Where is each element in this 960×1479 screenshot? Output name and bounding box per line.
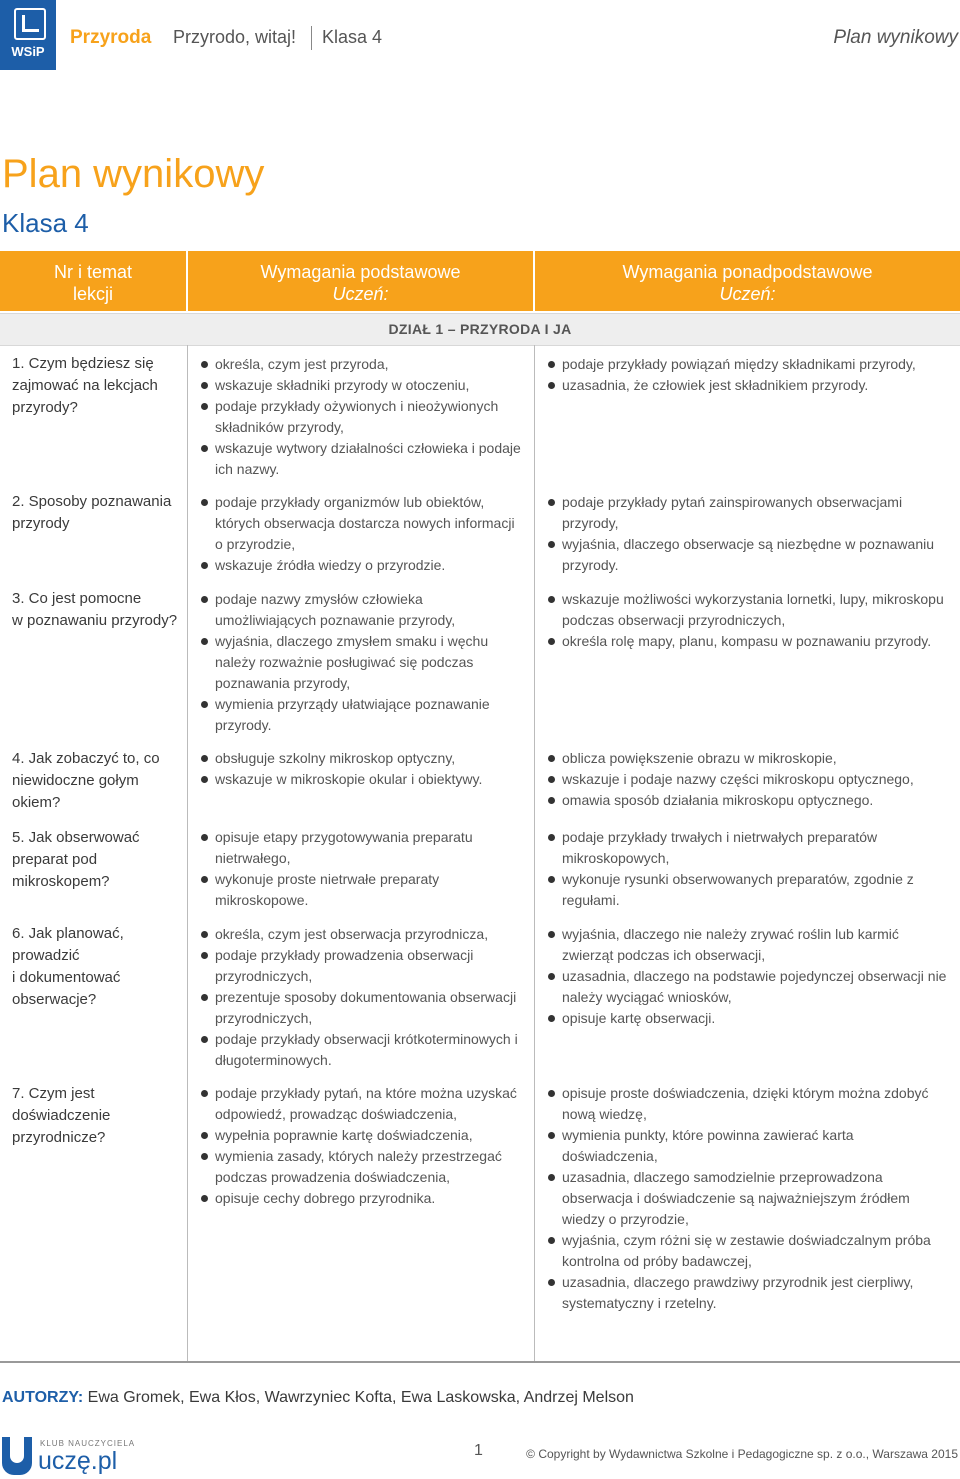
wsip-logo — [0, 0, 56, 70]
header-line: lekcji — [72, 284, 113, 304]
requirement-item: opisuje etapy przygotowywania preparatu nietrwałego, — [200, 827, 525, 869]
requirement-item: wskazuje źródła wiedzy o przyrodzie. — [200, 555, 525, 576]
header-line: Uczeń: — [719, 284, 776, 304]
requirement-item: wyjaśnia, dlaczego obserwacje są niezbędne w poznawaniu przyrody. — [547, 534, 952, 576]
requirement-item: podaje przykłady powiązań między składnikami przyrody, — [547, 354, 952, 375]
requirement-item: wskazuje w mikroskopie okular i obiektywy. — [200, 769, 525, 790]
lesson-title-line: doświadczenie — [12, 1107, 111, 1124]
lesson-title — [12, 1083, 182, 1149]
requirement-item: podaje przykłady organizmów lub obiektów, których obserwacja dostarcza nowych informacji o przyrodzie, — [200, 492, 525, 555]
requirement-item: oblicza powiększenie obrazu w mikroskopie, — [547, 748, 952, 769]
lesson-title — [12, 923, 182, 1011]
advanced-requirements — [547, 354, 952, 396]
requirement-item: podaje przykłady obserwacji krótkoterminowych i długoterminowych. — [200, 1029, 525, 1071]
column-divider — [534, 345, 535, 1361]
basic-requirements — [200, 1083, 525, 1209]
header-line: Uczeń: — [332, 284, 389, 304]
lesson-title-line: niewidoczne gołym — [12, 772, 139, 789]
lesson-title — [12, 748, 182, 814]
requirement-item: wyjaśnia, czym różni się w zestawie doświadczalnym próba kontrolna od próby badawczej, — [547, 1230, 952, 1272]
requirement-item: wykonuje proste nietrwałe preparaty mikroskopowe. — [200, 869, 525, 911]
requirement-item: obsługuje szkolny mikroskop optyczny, — [200, 748, 525, 769]
lesson-title-line: 6. Jak planować, — [12, 925, 124, 942]
header-divider — [311, 26, 312, 50]
requirement-item: podaje przykłady ożywionych i nieożywionych składników przyrody, — [200, 396, 525, 438]
requirement-item: wykonuje rysunki obserwowanych preparatów, zgodnie z regułami. — [547, 869, 952, 911]
lesson-title-line: i dokumentować — [12, 969, 121, 986]
requirement-item: podaje przykłady trwałych i nietrwałych preparatów mikroskopowych, — [547, 827, 952, 869]
advanced-requirements — [547, 1083, 952, 1314]
basic-requirements — [200, 492, 525, 576]
lesson-title-line: 3. Co jest pomocne — [12, 590, 142, 607]
requirement-item: wymienia punkty, które powinna zawierać karta doświadczenia, — [547, 1125, 952, 1167]
lesson-title-line: 5. Jak obserwować — [12, 829, 140, 846]
header-class: Klasa 4 — [322, 27, 383, 47]
advanced-requirements — [547, 589, 952, 652]
page-title: Plan wynikowy — [2, 152, 265, 196]
table-header-advanced — [535, 251, 960, 311]
header-line: Nr i temat — [53, 262, 132, 282]
page-subtitle: Klasa 4 — [2, 208, 89, 238]
lesson-title-line: mikroskopem? — [12, 873, 110, 890]
requirement-item: wskazuje i podaje nazwy części mikroskopu optycznego, — [547, 769, 952, 790]
klub-label: KLUB NAUCZYCIELA — [40, 1439, 136, 1448]
lesson-title — [12, 588, 182, 632]
requirement-item: opisuje cechy dobrego przyrodnika. — [200, 1188, 525, 1209]
lesson-title-line: przyrody? — [12, 399, 78, 416]
advanced-requirements — [547, 748, 952, 811]
header-line: Wymagania podstawowe — [260, 262, 461, 282]
page-number: 1 — [474, 1442, 483, 1459]
lesson-title — [12, 491, 182, 535]
lesson-title-line: w poznawaniu przyrody? — [12, 612, 178, 629]
requirement-item: wskazuje możliwości wykorzystania lornetki, lupy, mikroskopu podczas obserwacji przyrodniczych, — [547, 589, 952, 631]
copyright-note: © Copyright by Wydawnictwa Szkolne i Pedagogiczne sp. z o.o., Warszawa 2015 — [526, 1447, 958, 1461]
lesson-title-line: 7. Czym jest — [12, 1085, 95, 1102]
basic-requirements — [200, 924, 525, 1071]
logo-text: WSiP — [11, 44, 45, 59]
basic-requirements — [200, 354, 525, 480]
requirement-item: wymienia zasady, których należy przestrzegać podczas prowadzenia doświadczenia, — [200, 1146, 525, 1188]
lesson-title-line: 2. Sposoby poznawania — [12, 493, 172, 510]
lesson-title-line: przyrodnicze? — [12, 1129, 106, 1146]
requirement-item: opisuje kartę obserwacji. — [547, 1008, 952, 1029]
ucze-logo-icon — [2, 1437, 32, 1475]
requirement-item: opisuje proste doświadczenia, dzięki którym można zdobyć nową wiedzę, — [547, 1083, 952, 1125]
lesson-title-line: zajmować na lekcjach — [12, 377, 158, 394]
basic-requirements — [200, 748, 525, 790]
lesson-title-line: preparat pod — [12, 851, 98, 868]
requirement-item: podaje nazwy zmysłów człowieka umożliwiających poznawanie przyrody, — [200, 589, 525, 631]
lesson-title-line: przyrody — [12, 515, 70, 532]
basic-requirements — [200, 589, 525, 736]
requirement-item: wyjaśnia, dlaczego zmysłem smaku i węchu należy rozważnie posługiwać się podczas poznawania przyrody, — [200, 631, 525, 694]
table-header-basic — [188, 251, 533, 311]
advanced-requirements — [547, 924, 952, 1029]
requirement-item: podaje przykłady pytań zainspirowanych obserwacjami przyrody, — [547, 492, 952, 534]
requirement-item: omawia sposób działania mikroskopu optycznego. — [547, 790, 952, 811]
header-line: Wymagania ponadpodstawowe — [622, 262, 873, 282]
requirement-item: uzasadnia, dlaczego samodzielnie przeprowadzona obserwacja i doświadczenie są najważniejszym źródłem wiedzy o przyrodzie, — [547, 1167, 952, 1230]
header-subject: Przyroda — [70, 27, 152, 48]
requirement-item: podaje przykłady pytań, na które można uzyskać odpowiedź, prowadząc doświadczenia, — [200, 1083, 525, 1125]
requirement-item: określa rolę mapy, planu, kompasu w poznawaniu przyrody. — [547, 631, 952, 652]
requirement-item: wypełnia poprawnie kartę doświadczenia, — [200, 1125, 525, 1146]
basic-requirements — [200, 827, 525, 911]
requirement-item: uzasadnia, że człowiek jest składnikiem przyrody. — [547, 375, 952, 396]
advanced-requirements — [547, 827, 952, 911]
lesson-title-line: obserwacje? — [12, 991, 97, 1008]
lesson-title-line: prowadzić — [12, 947, 80, 964]
klub-name: uczę.pl — [38, 1447, 118, 1475]
table-header-lesson — [0, 251, 186, 311]
advanced-requirements — [547, 492, 952, 576]
authors-names: Ewa Gromek, Ewa Kłos, Wawrzyniec Kofta, Ewa Laskowska, Andrzej Melson — [87, 1389, 634, 1406]
requirement-item: wskazuje składniki przyrody w otoczeniu, — [200, 375, 525, 396]
requirement-item: wymienia przyrządy ułatwiające poznawanie przyrody. — [200, 694, 525, 736]
authors-label: AUTORZY: — [2, 1389, 84, 1406]
lesson-title-line: okiem? — [12, 794, 61, 811]
lesson-title — [12, 353, 182, 419]
requirement-item: określa, czym jest przyroda, — [200, 354, 525, 375]
lesson-title — [12, 827, 182, 893]
requirement-item: podaje przykłady prowadzenia obserwacji przyrodniczych, — [200, 945, 525, 987]
authors-line — [2, 1389, 634, 1407]
column-divider — [187, 345, 188, 1361]
requirement-item: określa, czym jest obserwacja przyrodnicza, — [200, 924, 525, 945]
lesson-title-line: 4. Jak zobaczyć to, co — [12, 750, 160, 767]
requirement-item: wyjaśnia, dlaczego nie należy zrywać roślin lub karmić zwierząt podczas ich obserwacji, — [547, 924, 952, 966]
requirement-item: prezentuje sposoby dokumentowania obserwacji przyrodniczych, — [200, 987, 525, 1029]
table-bottom-border — [0, 1361, 960, 1363]
page-header — [0, 0, 960, 75]
section-title: DZIAŁ 1 – PRZYRODA I JA — [0, 313, 960, 346]
requirement-item: wskazuje wytwory działalności człowieka i podaje ich nazwy. — [200, 438, 525, 480]
wsip-logo-icon — [14, 8, 46, 40]
requirement-item: uzasadnia, dlaczego prawdziwy przyrodnik jest cierpliwy, systematyczny i rzetelny. — [547, 1272, 952, 1314]
header-doc-type: Plan wynikowy — [833, 27, 958, 48]
requirement-item: uzasadnia, dlaczego na podstawie pojedynczej obserwacji nie należy wyciągać wniosków, — [547, 966, 952, 1008]
lesson-title-line: 1. Czym będziesz się — [12, 355, 154, 372]
header-greeting: Przyrodo, witaj! — [173, 27, 297, 47]
klub-nauczyciela-logo[interactable] — [2, 1437, 142, 1477]
